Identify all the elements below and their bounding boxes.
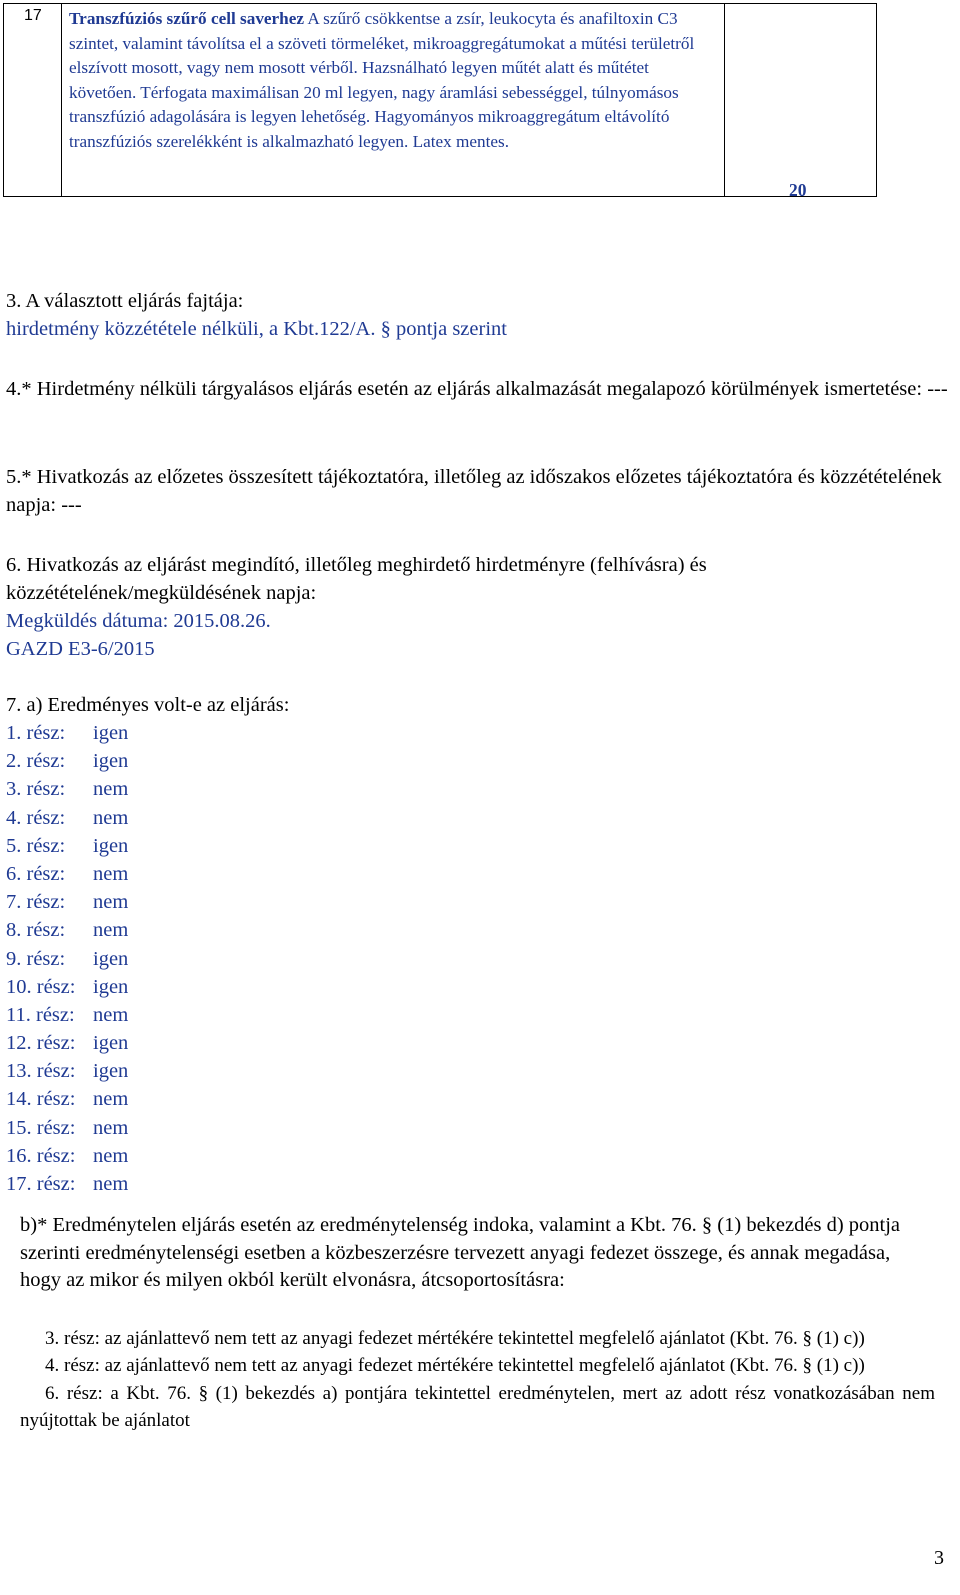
- result-part-value: igen: [93, 834, 129, 857]
- result-part-value: nem: [93, 891, 129, 914]
- result-row: [6, 888, 128, 916]
- result-part-value: igen: [93, 1060, 129, 1083]
- failure-reason-item: 4. rész: az ajánlattevő nem tett az anyagi fedezet mértékére tekintettel megfelelő ajánlatot (Kbt. 76. § (1) c)): [45, 1355, 865, 1377]
- result-part-label: 2. rész:: [6, 750, 66, 773]
- item-value-cell: [725, 4, 876, 200]
- result-part-label: 10. rész:: [6, 975, 76, 998]
- section-notice-reference: [6, 551, 960, 663]
- result-part-value: igen: [93, 975, 129, 998]
- item-table-row: [3, 3, 877, 200]
- result-part-label: 4. rész:: [6, 806, 66, 829]
- result-row: [6, 775, 128, 803]
- result-part-value: nem: [93, 1116, 129, 1139]
- section-procedure-type-value: hirdetmény közzététele nélküli, a Kbt.122/A. § pontja szerint: [6, 318, 507, 340]
- result-part-value: nem: [93, 1144, 129, 1167]
- section-negotiated-procedure-text: 4.* Hirdetmény nélküli tárgyalásos eljárás esetén az eljárás alkalmazását megalapozó körülmények ismertetése: ---: [6, 378, 948, 400]
- section-failure-reasons-text: b)* Eredménytelen eljárás esetén az eredménytelenség indoka, valamint a Kbt. 76. § (1) bekezdés d) pontja szerinti eredménytelenségi esetben a közbeszerzésre tervezett anyagi fedezet összege, és annak megadása, hogy az mikor és milyen okból került elvonásra, átcsoportosításra:: [20, 1214, 901, 1291]
- section-failure-reasons: [20, 1212, 905, 1295]
- result-row: [6, 832, 128, 860]
- result-part-value: igen: [93, 750, 129, 773]
- result-row: [6, 973, 128, 1001]
- result-part-label: 1. rész:: [6, 722, 66, 744]
- result-row: [6, 804, 128, 832]
- page-number: 3: [934, 1547, 944, 1569]
- result-row: [6, 916, 128, 944]
- failure-reason-item: 6. rész: a Kbt. 76. § (1) bekezdés a) pontjára tekintettel eredménytelen, mert az adott rész vonatkozásában nem nyújtottak be ajánlatot: [20, 1382, 935, 1432]
- result-part-value: nem: [93, 1003, 129, 1026]
- result-part-label: 11. rész:: [6, 1003, 75, 1026]
- section-prior-information: [6, 463, 960, 519]
- result-part-value: nem: [93, 862, 129, 885]
- result-part-label: 16. rész:: [6, 1144, 76, 1167]
- result-part-label: 5. rész:: [6, 834, 66, 857]
- section-result-heading: 7. a) Eredményes volt-e az eljárás:: [6, 694, 290, 716]
- result-part-value: nem: [93, 1088, 129, 1111]
- result-part-value: nem: [93, 778, 129, 801]
- item-number: 17: [4, 4, 62, 196]
- result-row: [6, 1085, 128, 1113]
- section-procedure-type: [6, 287, 507, 343]
- section-prior-information-text: 5.* Hivatkozás az előzetes összesített tájékoztatóra, illetőleg az időszakos előzetes tájékoztatóra és közzétételének napja: ---: [6, 466, 942, 516]
- result-row: [6, 1114, 128, 1142]
- result-part-value: nem: [93, 1173, 129, 1195]
- section-negotiated-procedure: [6, 375, 948, 403]
- result-part-value: igen: [93, 1032, 129, 1055]
- result-part-label: 9. rész:: [6, 947, 66, 970]
- result-row: [6, 1001, 128, 1029]
- notice-reference-number: GAZD E3-6/2015: [6, 638, 155, 660]
- result-part-label: 12. rész:: [6, 1032, 76, 1055]
- notice-send-date: Megküldés dátuma: 2015.08.26.: [6, 610, 271, 632]
- result-part-label: 14. rész:: [6, 1088, 76, 1111]
- result-row: [6, 1057, 128, 1085]
- result-part-label: 6. rész:: [6, 862, 66, 885]
- result-part-label: 8. rész:: [6, 919, 66, 942]
- result-part-label: 13. rész:: [6, 1060, 76, 1083]
- item-description-cell: [62, 4, 725, 196]
- item-title: Transzfúziós szűrő cell saverhez: [69, 9, 305, 28]
- result-row: [6, 1170, 128, 1198]
- result-part-value: igen: [93, 722, 129, 744]
- result-part-value: nem: [93, 919, 129, 942]
- result-row: [6, 945, 128, 973]
- result-row: [6, 1142, 128, 1170]
- result-part-value: nem: [93, 806, 129, 829]
- result-row: [6, 860, 128, 888]
- result-row: [6, 1029, 128, 1057]
- failure-reasons-list: [20, 1325, 935, 1435]
- results-list: [6, 719, 128, 1198]
- result-part-label: 15. rész:: [6, 1116, 76, 1139]
- section-procedure-type-heading: 3. A választott eljárás fajtája:: [6, 290, 244, 312]
- result-part-label: 3. rész:: [6, 778, 66, 801]
- result-part-label: 17. rész:: [6, 1173, 76, 1195]
- result-row: [6, 719, 128, 747]
- result-row: [6, 747, 128, 775]
- item-value: 20: [789, 180, 807, 200]
- result-part-value: igen: [93, 947, 129, 970]
- section-notice-reference-text: 6. Hivatkozás az eljárást megindító, illetőleg meghirdető hirdetményre (felhívásra) és közzétételének/megküldésének napja:: [6, 554, 707, 604]
- failure-reason-item: 3. rész: az ajánlattevő nem tett az anyagi fedezet mértékére tekintettel megfelelő ajánlatot (Kbt. 76. § (1) c)): [45, 1328, 865, 1349]
- result-part-label: 7. rész:: [6, 891, 66, 914]
- item-description: A szűrő csökkentse a zsír, leukocyta és anafiltoxin C3 szintet, valamint távolítsa el a szöveti törmeléket, mikroaggregátumokat a műtési területről elszívott mosott, vagy nem mosott vérből. Hazsnálható legyen műtét alatt és műtétet követően. Térfogata maximálisan 20 ml legyen, nagy áramlási sebességgel, túlnyomásos transzfúzió adagolására is legyen lehetőség. Hagyományos mikroaggregátum eltávolító transzfúziós szerelékként is alkalmazható legyen. Latex mentes.: [69, 9, 695, 151]
